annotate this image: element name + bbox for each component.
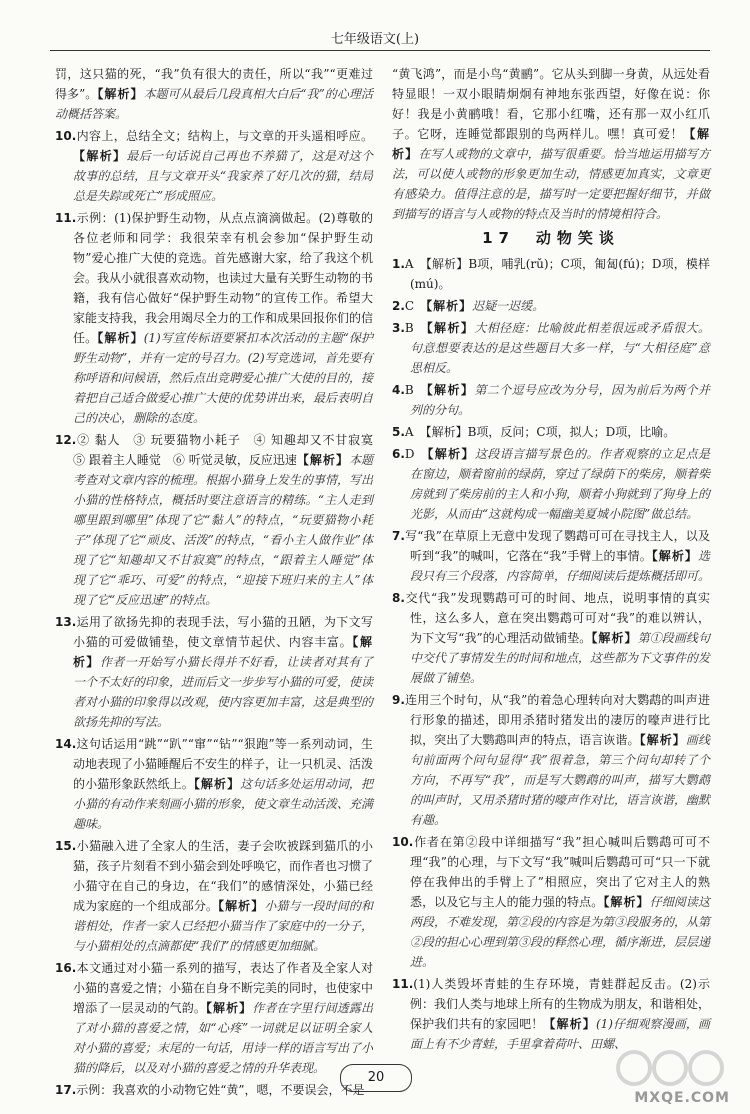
item-tag: 【解析】 — [217, 899, 265, 913]
item-num: 10. — [392, 835, 414, 849]
answer-item — [392, 64, 710, 224]
right-items — [392, 254, 710, 1054]
item-tag: 【解析】 — [97, 331, 144, 345]
item-num: 6. — [392, 447, 405, 461]
item-tag: 【解析】 — [591, 631, 638, 645]
item-body: 作者在第②段中详细描写“我”担心喊叫后鹦鹉可可不理“我”的心理，与下文写“我”喊叫后鹦鹉可可“只一下就停在我伸出的手臂上了”相照应，突出了它对主人的熟悉，以及它与主人的能力强的特点。 — [410, 835, 710, 909]
answer-item — [392, 690, 710, 830]
answer-item — [55, 126, 373, 206]
item-body: 写“我”在草原上无意中发现了鹦鹉可可在寻找主人，以及听到“我”的喊叫，它落在“我”手臂上的事情。 — [404, 529, 710, 563]
item-body: 连用三个时句，从“我”的着急心理转向对大鹦鹉的叫声进行形象的描述，即用杀猪时猪发出的凄厉的嚎声进行比拟，突出了大鹦鹉叫声的特点，语言诙谐。 — [404, 693, 710, 747]
answer-item — [55, 1080, 373, 1100]
answer-item — [392, 444, 710, 524]
item-body: 小猫融入进了全家人的生活，妻子会吹被踩到猫爪的小猫，孩子片刻看不到小猫会到处呼唤它，而作者也习惯了小猫守在自己的身边，在“我们”的感情深处，小猫已经成为家庭的一个组成部分。 — [73, 839, 374, 913]
item-ana: (1)仔细观察漫画，画面上有不少青蛙，手里拿着荷叶、田螺、 — [410, 1017, 710, 1051]
item-ana: 最后一句话说自己再也不养猫了，这是对这个故事的总结，且与文章开头“我家养了好几次的猫，结局总是失踪或死亡”形成照应。 — [73, 149, 373, 203]
item-tag: 【解析】 — [392, 127, 710, 161]
item-num: 15. — [55, 839, 77, 853]
item-ana: 画线句前面两个问句显得“我”很着急，第三个问句却转了个方向，不再写“我”，而是写大鹦鹉的叫声，描写大鹦鹉的叫声时，又用杀猪时猪的嚎声作对比，语言诙谐，幽默有趣。 — [410, 733, 711, 827]
answer-item — [392, 588, 710, 688]
item-body: ② 黏人 ③ 玩要猫物小耗子 ④ 知趣却又不甘寂寞 ⑤ 跟着主人睡觉 ⑥ 听觉灵敏，反应迅速 — [73, 433, 386, 467]
item-tag: 【解析】 — [639, 733, 686, 747]
item-num: 7. — [392, 529, 405, 543]
item-tag: 【解析】 — [427, 447, 475, 461]
answer-item — [392, 296, 710, 316]
item-num: 5. — [392, 425, 405, 439]
item-ana: (1)写宣传标语要紧扣本次活动的主题“保护野生动物”，并有一定的号召力。(2)写竞选词，首先要有称呼语和问候语，然后点出竞聘爱心推广大使的目的，接着把自己适合做爱心推广大使的优势讲出来，最后表明自己的决心，删除的态度。 — [73, 331, 374, 425]
answer-item — [392, 422, 710, 442]
page-header: 七年级语文(上) — [330, 32, 420, 47]
item-ana: 作者在字里行间透露出了对小猫的喜爱之情，如“心疼”一词就足以证明全家人对小猫的喜爱；末尾的一句话，用诗一样的语言写出了小猫的降后，以及对小猫的喜爱之情的升华表现。 — [73, 1001, 374, 1075]
item-tag: 【解析】 — [426, 299, 473, 313]
item-body: (1)人类毁坏青蛙的生存环境，青蛙群起反击。(2)示例：我们人类与地球上所有的生物成为朋友，和谐相处，保护我们共有的家园吧！ — [410, 977, 711, 1031]
item-body: A 【解析】B项，反问；C项，拟人；D项，比喻。 — [404, 425, 676, 439]
item-tag: 【解析】 — [193, 777, 241, 791]
item-body: D — [404, 447, 428, 461]
answer-item — [55, 430, 386, 610]
item-num: 10. — [55, 129, 77, 143]
item-num: 2. — [392, 299, 405, 313]
item-body: C — [404, 299, 427, 313]
item-body: B — [404, 383, 427, 397]
watermark-text: MXQE.COM — [634, 1090, 730, 1106]
right-top-items — [392, 64, 710, 224]
item-num: 9. — [392, 693, 405, 707]
item-tag: 【解析】 — [603, 895, 650, 909]
item-body: A 【解析】B项，哺乳(rǔ)；C项，匍匐(fú)；D项，模样(mú)。 — [404, 257, 710, 291]
item-body: 运用了欲扬先抑的表现手法，写小猫的丑陋，为下文写小猫的可爱做铺垫，使文章情节起伏、内容丰富。 — [73, 615, 373, 649]
item-tag: 【解析】 — [97, 87, 144, 101]
answer-item — [55, 734, 373, 834]
answer-item — [55, 836, 373, 956]
answer-item — [392, 254, 710, 294]
item-body: 内容上，总结全文；结构上，与文章的开头遥相呼应。 — [76, 129, 373, 143]
item-ana: 选段只有三个段落，内容简单，仔细阅读后提炼概括即可。 — [410, 549, 711, 583]
item-num: 8. — [392, 591, 405, 605]
page-number: 20 — [340, 1064, 412, 1092]
answer-item — [392, 318, 710, 378]
item-body: 本文通过对小猫一系列的描写，表达了作者及全家人对小猫的喜爱之情；小猫在自身不断完美的同时，也使家中增添了一层灵动的气韵。 — [73, 961, 374, 1015]
answer-item — [55, 958, 373, 1078]
right-column — [392, 64, 710, 1056]
item-tag: 【解析】 — [651, 549, 698, 563]
item-ana: 大相径庭：比喻彼此相差很远或矛盾很大。句意想要表达的是这些题目大多一样，与“大相径庭”意思相反。 — [410, 321, 710, 375]
answer-item — [55, 208, 373, 428]
item-tag: 【解析】 — [296, 453, 349, 467]
item-ana: 仔细阅读这两段，不难发现，第②段的内容是为第③段服务的，从第②段的担心心理到第③段的释然心理，循序渐进，层层递进。 — [410, 895, 711, 969]
item-body: 这句话运用“跳”“趴”“窜”“钻”“狠跑”等一系列动词，生动地表现了小猫睡醒后不安生的样子，让一只机灵、活泼的小猫形象跃然纸上。 — [73, 737, 374, 791]
answer-item — [392, 380, 710, 420]
item-num: 12. — [55, 433, 77, 447]
item-ana: 本题可从最后几段真相大白后“我”的心理活动概括答案。 — [55, 87, 373, 121]
item-num: 13. — [55, 615, 77, 629]
item-num: 11. — [55, 211, 77, 225]
item-num: 4. — [392, 383, 405, 397]
item-tag: 【解析】 — [205, 1001, 253, 1015]
item-body: 示例：(1)保护野生动物，从点点滴滴做起。(2)尊敬的各位老师和同学：我很荣幸有机会参加“保护野生动物”爱心推广大使的竞选。首先感谢大家，给了我这个机会。我从小就很喜欢动物，也读过大量有关野生动物的书籍，我有信心做好“保护野生动物”的宣传工作。希望大家能支持我，我会用竭尽全力的工作和成果回报你们的信任。 — [73, 211, 374, 345]
item-tag: 【解析】 — [73, 635, 373, 669]
item-ana: 本题考查对文章内容的梳理。根据小猫身上发生的事情，写出小猫的性格特点，概括时要注意语言的精练。“主人走到哪里跟到哪里”体现了它“黏人”的特点，“玩要猫物小耗子”体现了它“顽皮、活泼”的特点，“看小主人做作业”体现了它“知趣却又不甘寂寞”的特点，“跟着主人睡觉”体现了它“乖巧、可爱”的特点，“迎接下班归来的主人”体现了它“反应迅速”的特点。 — [73, 453, 374, 607]
answer-item — [392, 526, 710, 586]
item-ana: 在写人或物的文章中，描写很重要。恰当地运用描写方法，可以使人或物的形象更加生动，情感更加真实，文章更有感染力。值得注意的是，描写时一定要把握好细节，并做到描写的语言与人或物的特点及当时的情境相符合。 — [392, 147, 710, 221]
item-num: 3. — [392, 321, 405, 335]
item-tag: 【解析】 — [543, 1017, 596, 1031]
item-body: “黄飞鸿”，而是小鸟“黄鹂”。它从头到脚一身黄，从远处看特显眼！一双小眼睛炯炯有神地东张西望，好像在说：你好！我是小黄鹂哦！看，它那小红嘴，还有那一双小红爪子。它呀，连睡觉都跟别的鸟两样儿。嘿！真可爱！ — [392, 67, 710, 141]
section-title: 17 动物笑谈 — [482, 229, 620, 247]
item-ana: 作者一开始写小猫长得并不好看，让读者对其有了一个不太好的印象，进而后文一步步写小猫的可爱，使读者对小猫的印象得以改观，使内容更加丰富，这是典型的欲扬先抑的写法。 — [73, 655, 374, 729]
item-body: 罚，这只猫的死，“我”负有很大的责任，所以“我”“更难过得多”。 — [55, 67, 373, 101]
item-body: 示例：我喜欢的小动物它姓“黄”，嗯，不要误会，不是 — [76, 1083, 365, 1097]
item-num: 14. — [55, 737, 77, 751]
item-num: 1. — [392, 257, 405, 271]
item-body: 交代“我”发现鹦鹉可可的时间、地点，说明事情的真实性，这么多人，意在突出鹦鹉可可对“我”的难以辨认，为下文写“我”的心理活动做铺垫。 — [404, 591, 710, 645]
item-num: 17. — [55, 1083, 77, 1097]
item-body: B — [404, 321, 427, 335]
item-ana: 这句话多处运用动词，把小猫的有动作来刻画小猫的形象，使文章生动活泼、充满趣味。 — [73, 777, 374, 831]
item-ana: 第①段画线句中交代了事情发生的时间和地点，这些都为下文事件的发展做了铺垫。 — [410, 631, 711, 685]
item-ana: 第二个逗号应改为分号，因为前后为两个并列的分句。 — [410, 383, 710, 417]
item-tag: 【解析】 — [426, 383, 475, 397]
item-ana: 这段语言描写景色的。作者观察的立足点是在窗边，顺着窗前的绿荫，穿过了绿荫下的柴房，顺着柴房就到了柴房前的主人和小狗，顺着小狗就到了狗身上的光影，从而由“这就构成一幅幽美夏城小院图”做总结。 — [410, 447, 711, 521]
item-num: 16. — [55, 961, 77, 975]
item-num: 11. — [392, 977, 414, 991]
item-tag: 【解析】 — [426, 321, 475, 335]
answer-item — [392, 832, 710, 972]
header-divider — [50, 50, 710, 51]
answer-item — [55, 64, 373, 124]
answer-item — [55, 612, 373, 732]
item-ana: 迟疑一迟缓。 — [472, 299, 545, 313]
item-ana: 小猫与一段时间的和谐相处，作者一家人已经把小猫当作了家庭中的一分子，与小猫相处的点滴都使“我们”的情感更加细腻。 — [73, 899, 374, 953]
item-tag: 【解析】 — [73, 149, 127, 163]
